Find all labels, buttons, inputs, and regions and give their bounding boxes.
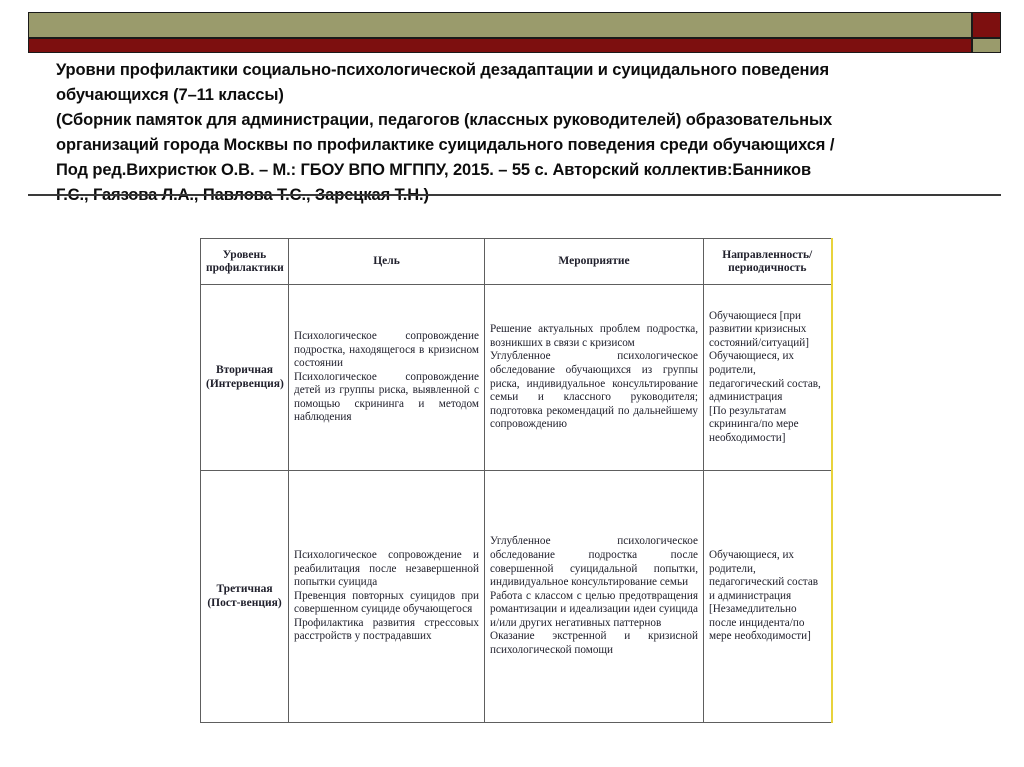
cell-level-tertiary: Третичная (Пост-венция) — [201, 471, 289, 723]
decorative-bar-top-row — [28, 12, 1001, 38]
title-line-4: организаций города Москвы по профилактике суицидального поведения среди обучающихся / — [56, 136, 835, 154]
cell-level-secondary: Вторичная (Интервенция) — [201, 285, 289, 471]
title-line-6: Г.С., Гаязова Л.А., Павлова Т.С., Зарецкая Т.Н.) — [56, 186, 429, 204]
cell-goal-secondary: Психологическое сопровождение подростка, находящегося в кризисном состоянии Психологическое сопровождение детей из группы риска, выявленной с помощью скрининга и методом наблюдения — [289, 285, 485, 471]
table-header-row — [201, 239, 832, 285]
decorative-bar-olive-square — [972, 38, 1001, 53]
table-row — [201, 471, 832, 723]
decorative-header-bars — [28, 12, 1001, 53]
table-header-measure: Мероприятие — [485, 239, 704, 285]
prevention-levels-table-wrapper — [200, 238, 831, 723]
cell-measure-tertiary: Углубленное психологическое обследование подростка после совершенной суицидальной попытки, индивидуальное консультирование семьи Работа с классом с целью предотвращения романтизации и идеализации идеи суицида и/или других негативных паттернов Оказание экстренной и кризисной психологической помощи — [485, 471, 704, 723]
title-divider-rule — [28, 194, 1001, 196]
slide-title — [56, 58, 956, 208]
cell-measure-secondary: Решение актуальных проблем подростка, возникших в связи с кризисом Углубленное психологическое обследование обучающихся из группы риска, индивидуальное консультирование семьи и классного руководителя; подготовка рекомендаций по дальнейшему сопровождению — [485, 285, 704, 471]
title-line-5: Под ред.Вихристюк О.В. – М.: ГБОУ ВПО МГППУ, 2015. – 55 с. Авторский коллектив:Банников — [56, 161, 811, 179]
table-header-target: Направленность/ периодичность — [704, 239, 832, 285]
decorative-bar-olive-wide — [28, 12, 972, 38]
title-line-1: Уровни профилактики социально-психологической дезадаптации и суицидального поведения — [56, 61, 829, 79]
decorative-bar-bottom-row — [28, 38, 1001, 53]
cell-goal-tertiary: Психологическое сопровождение и реабилитация после незавершенной попытки суицида Превенция повторных суицидов при совершенном суициде обучающегося Профилактика развития стрессовых расстройств у пострадавших — [289, 471, 485, 723]
title-line-3: (Сборник памяток для администрации, педагогов (классных руководителей) образовательных — [56, 111, 833, 129]
cell-target-tertiary: Обучающиеся, их родители, педагогический состав и администрация [Незамедлительно после инцидента/по мере необходимости] — [704, 471, 832, 723]
prevention-levels-table — [200, 238, 833, 723]
decorative-bar-darkred-wide — [28, 38, 972, 53]
table-header-goal: Цель — [289, 239, 485, 285]
cell-target-secondary: Обучающиеся [при развитии кризисных состояний/ситуаций] Обучающиеся, их родители, педагогический состав, администрация [По результатам скрининга/по мере необходимости] — [704, 285, 832, 471]
title-line-2: обучающихся (7–11 классы) — [56, 86, 284, 104]
table-header-level: Уровень профилактики — [201, 239, 289, 285]
decorative-bar-darkred-square — [972, 12, 1001, 38]
table-row — [201, 285, 832, 471]
